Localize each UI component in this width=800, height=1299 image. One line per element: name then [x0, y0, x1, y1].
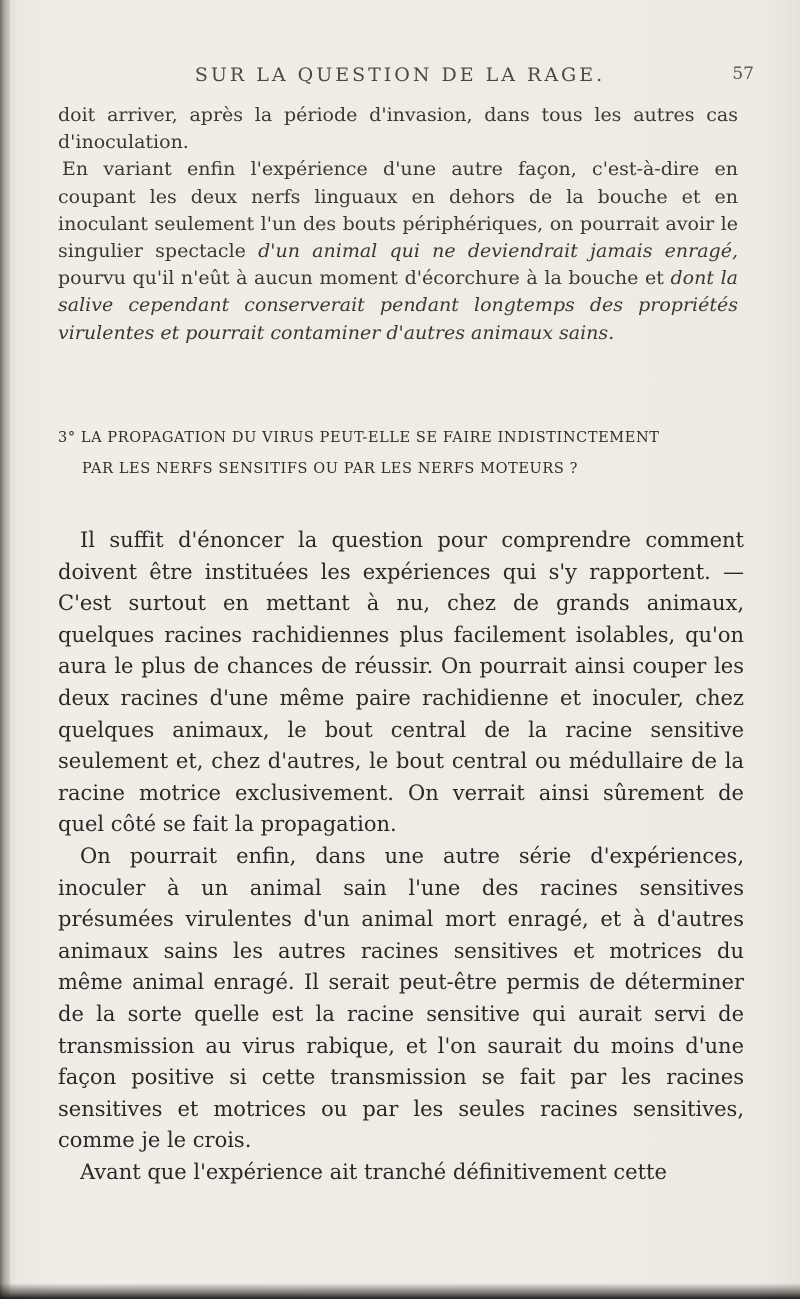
italic-phrase-animal: d'un animal qui ne deviendrait jamais enragé, [258, 240, 739, 263]
paragraph-serie-experiences: On pourrait enfin, dans une autre série d'expériences, inoculer à un animal sain l'une des racines sensitives présumées virulentes d'un animal mort enragé, et à d'autres animaux sains les autres racines sensitives et motrices du même animal enragé. Il serait peut-être permis de déterminer de la sorte quelle est la racine sensitive qui aurait servi de transmission au virus rabique, et l'on saurait du moins d'une façon positive si cette transmission se fait par les racines sensitives et motrices ou par les seules racines sensitives, comme je le crois. [58, 843, 744, 1153]
section-heading-line-1: 3° LA PROPAGATION DU VIRUS PEUT-ELLE SE FAIRE INDISTINCTEMENT [58, 430, 660, 446]
section-heading [58, 423, 762, 485]
section-continuation [58, 102, 738, 347]
book-spine-shadow [0, 0, 10, 1299]
page-number: 57 [732, 64, 754, 84]
running-title: SUR LA QUESTION DE LA RAGE. [194, 64, 606, 86]
section-body [58, 525, 744, 1188]
page-bottom-edge [0, 1283, 800, 1299]
section-heading-line-2: PAR LES NERFS SENSITIFS OU PAR LES NERFS MOTEURS ? [82, 461, 578, 477]
paragraph-nerf-lingual [58, 156, 738, 346]
paragraph-text-middle: pourvu qu'il n'eût à aucun moment d'écorchure à la bouche et [58, 267, 671, 290]
paragraph-question: Il suffit d'énoncer la question pour comprendre comment doivent être instituées les expériences qui s'y rapportent. — C'est surtout en mettant à nu, chez de grands animaux, quelques racines rachidiennes plus facilement isolables, qu'on aura le plus de chances de réussir. On pourrait ainsi couper les deux racines d'une même paire rachidienne et inoculer, chez quelques animaux, le bout central de la racine sensitive seulement et, chez d'autres, le bout central ou médullaire de la racine motrice exclusivement. On verrait ainsi sûrement de quel côté se fait la propagation. [58, 528, 744, 837]
paragraph-text-start: En variant enfin l'expérience d'une autre façon, c'est-à-dire en coupant les deux nerfs linguaux en dehors de la bouche et en inoculant seulement l'un des bouts périphériques, on pourrait avoir le singulier spectacle [58, 158, 738, 263]
page-header [120, 56, 754, 96]
paragraph-avant: Avant que l'expérience ait tranché définitivement cette [80, 1159, 667, 1184]
paragraph-continued: doit arriver, après la période d'invasion, dans tous les autres cas d'inoculation. [58, 104, 738, 154]
italic-phrase-salive: dont la salive cependant conserverait pendant longtemps des propriétés virulentes et pourrait contaminer d'autres animaux sains. [58, 267, 738, 344]
